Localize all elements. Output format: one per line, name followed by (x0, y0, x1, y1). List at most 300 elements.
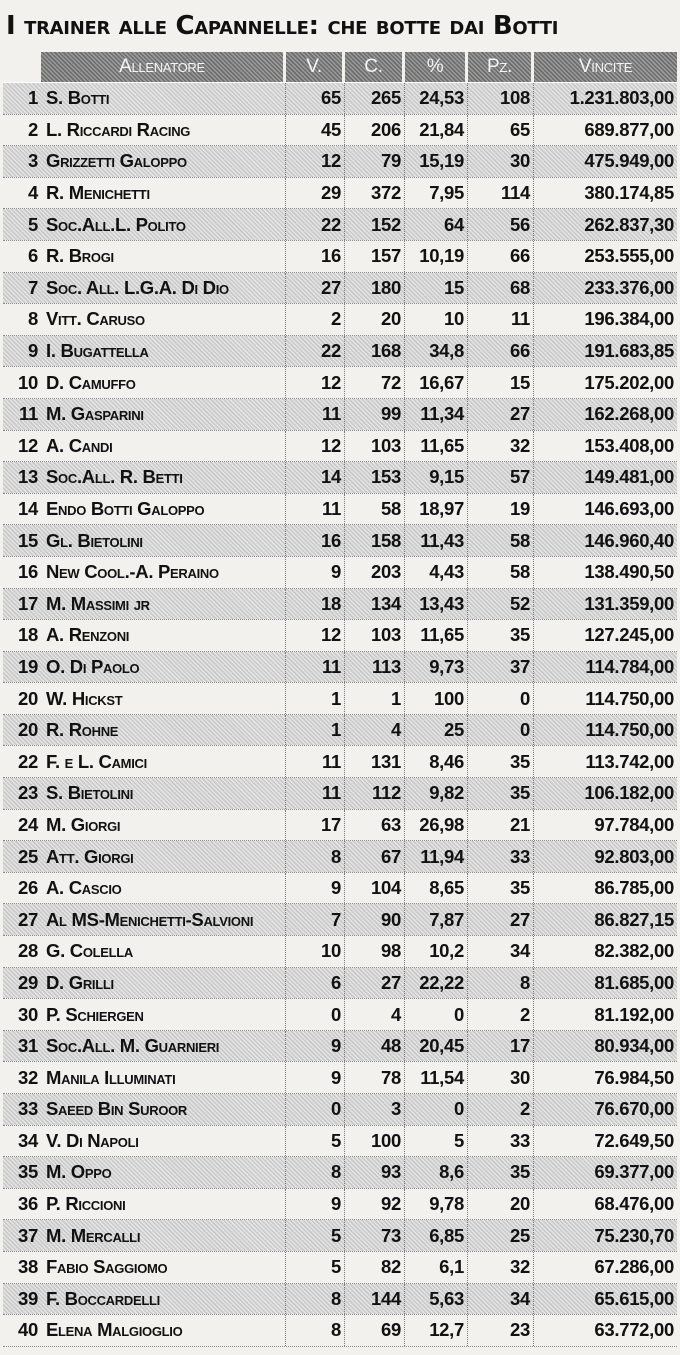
winnings-cell: 114.750,00 (585, 687, 674, 709)
runs-cell: 99 (345, 399, 405, 430)
percent-cell: 11,94 (405, 841, 468, 872)
trainer-cell: M. Mercalli (41, 1220, 286, 1251)
trainer-cell: A. Candi (41, 431, 286, 462)
percent-cell: 10 (405, 304, 468, 335)
runs-cell: 372 (345, 178, 405, 209)
table-row (3, 494, 677, 526)
percent-cell: 12,7 (405, 1315, 468, 1346)
trainer-cell: L. Riccardi Racing (41, 115, 286, 146)
table-row (3, 1126, 677, 1158)
winnings-cell: 114.784,00 (534, 652, 677, 683)
wins-cell: 29 (286, 178, 345, 209)
percent-cell: 15 (405, 273, 468, 304)
placed-cell: 108 (468, 83, 534, 114)
rank-cell: 28 (18, 940, 38, 962)
rank-cell: 19 (3, 652, 41, 683)
runs-cell: 265 (345, 83, 405, 114)
winnings-cell: 253.555,00 (584, 245, 674, 267)
table-row (3, 683, 677, 715)
placed-cell: 30 (468, 1062, 534, 1093)
winnings-cell: 380.174,85 (584, 182, 674, 204)
header-percent: % (405, 52, 468, 82)
placed-cell: 66 (468, 241, 534, 272)
winnings-cell: 106.182,00 (534, 778, 677, 809)
runs-cell: 27 (345, 968, 405, 999)
runs-cell: 206 (345, 115, 405, 146)
runs-cell: 58 (345, 494, 405, 525)
rank-cell: 7 (3, 273, 41, 304)
percent-cell: 21,84 (405, 115, 468, 146)
rank-cell: 34 (18, 1129, 38, 1151)
percent-cell: 6,85 (405, 1220, 468, 1251)
runs-cell: 131 (345, 746, 405, 777)
rank-cell: 16 (18, 561, 38, 583)
percent-cell: 11,65 (405, 620, 468, 651)
placed-cell: 0 (468, 715, 534, 746)
placed-cell: 19 (468, 494, 534, 525)
placed-cell: 33 (468, 1126, 534, 1157)
trainer-cell: Endo Botti Galoppo (41, 494, 286, 525)
trainer-cell: P. Riccioni (41, 1189, 286, 1220)
winnings-cell: 86.785,00 (594, 877, 674, 899)
rank-cell: 4 (28, 182, 38, 204)
wins-cell: 5 (286, 1252, 345, 1283)
wins-cell: 6 (286, 968, 345, 999)
trainer-cell: Soc.All.L. Polito (41, 209, 286, 240)
wins-cell: 8 (286, 1284, 345, 1315)
trainer-cell: G. Colella (41, 936, 286, 967)
placed-cell: 27 (468, 399, 534, 430)
table-row (3, 1284, 677, 1316)
trainer-cell: New Cool.-A. Peraino (41, 557, 286, 588)
percent-cell: 11,43 (405, 525, 468, 556)
placed-cell: 35 (468, 620, 534, 651)
table-row (3, 841, 677, 873)
rank-cell: 40 (18, 1319, 38, 1341)
trainer-cell: F. e L. Camici (41, 746, 286, 777)
percent-cell: 11,54 (405, 1062, 468, 1093)
table-row (3, 178, 677, 210)
runs-cell: 152 (345, 209, 405, 240)
winnings-cell: 75.230,70 (534, 1220, 677, 1251)
winnings-cell: 138.490,50 (584, 561, 674, 583)
wins-cell: 11 (286, 652, 345, 683)
wins-cell: 0 (286, 999, 345, 1030)
wins-cell: 12 (286, 367, 345, 398)
trainer-cell: M. Giorgi (41, 810, 286, 841)
table-row (3, 1189, 677, 1221)
wins-cell: 17 (286, 810, 345, 841)
trainer-cell: R. Menichetti (41, 178, 286, 209)
table-row (3, 1094, 677, 1126)
percent-cell: 22,22 (405, 968, 468, 999)
trainer-cell: F. Boccardelli (41, 1284, 286, 1315)
runs-cell: 90 (345, 904, 405, 935)
placed-cell: 25 (468, 1220, 534, 1251)
winnings-cell: 80.934,00 (534, 1031, 677, 1062)
wins-cell: 27 (286, 273, 345, 304)
placed-cell: 32 (468, 431, 534, 462)
header-winnings: Vincite (534, 52, 677, 82)
winnings-cell: 475.949,00 (534, 146, 677, 177)
winnings-cell: 97.784,00 (594, 813, 674, 835)
wins-cell: 12 (286, 620, 345, 651)
rank-cell: 10 (18, 371, 38, 393)
rank-cell: 22 (18, 750, 38, 772)
trainer-cell: Saeed Bin Suroor (41, 1094, 286, 1125)
percent-cell: 24,53 (405, 83, 468, 114)
winnings-cell: 76.984,50 (594, 1066, 674, 1088)
table-row (3, 968, 677, 1000)
placed-cell: 66 (468, 336, 534, 367)
rank-cell: 30 (18, 1003, 38, 1025)
rank-cell: 14 (18, 498, 38, 520)
trainer-ranking-table (3, 52, 677, 1347)
percent-cell: 9,82 (405, 778, 468, 809)
winnings-cell: 67.286,00 (594, 1256, 674, 1278)
wins-cell: 12 (286, 146, 345, 177)
table-header-row (3, 52, 677, 83)
wins-cell: 5 (286, 1220, 345, 1251)
percent-cell: 7,95 (405, 178, 468, 209)
table-row (3, 304, 677, 336)
percent-cell: 18,97 (405, 494, 468, 525)
wins-cell: 45 (286, 115, 345, 146)
rank-cell: 35 (3, 1157, 41, 1188)
placed-cell: 65 (468, 115, 534, 146)
wins-cell: 9 (286, 557, 345, 588)
rank-cell: 37 (3, 1220, 41, 1251)
percent-cell: 34,8 (405, 336, 468, 367)
placed-cell: 2 (468, 1094, 534, 1125)
rank-cell: 13 (3, 462, 41, 493)
percent-cell: 0 (405, 1094, 468, 1125)
table-row (3, 620, 677, 652)
rank-cell: 12 (18, 434, 38, 456)
header-runs: C. (345, 52, 405, 82)
placed-cell: 20 (468, 1189, 534, 1220)
placed-cell: 11 (468, 304, 534, 335)
table-row (3, 1031, 677, 1063)
table-row (3, 273, 677, 305)
runs-cell: 4 (345, 715, 405, 746)
percent-cell: 5 (405, 1126, 468, 1157)
winnings-cell: 175.202,00 (584, 371, 674, 393)
rank-cell: 36 (18, 1193, 38, 1215)
winnings-cell: 162.268,00 (534, 399, 677, 430)
rank-cell: 38 (18, 1256, 38, 1278)
placed-cell: 8 (468, 968, 534, 999)
runs-cell: 79 (345, 146, 405, 177)
winnings-cell: 68.476,00 (594, 1193, 674, 1215)
trainer-cell: I. Bugattella (41, 336, 286, 367)
table-row (3, 431, 677, 463)
runs-cell: 168 (345, 336, 405, 367)
runs-cell: 100 (345, 1126, 405, 1157)
percent-cell: 64 (405, 209, 468, 240)
winnings-cell: 69.377,00 (534, 1157, 677, 1188)
runs-cell: 113 (345, 652, 405, 683)
trainer-cell: Elena Malgioglio (41, 1315, 286, 1346)
rank-cell: 23 (3, 778, 41, 809)
trainer-cell: M. Massimi jr (41, 589, 286, 620)
winnings-cell: 65.615,00 (534, 1284, 677, 1315)
runs-cell: 203 (345, 557, 405, 588)
wins-cell: 11 (286, 399, 345, 430)
rank-cell: 25 (3, 841, 41, 872)
winnings-cell: 153.408,00 (584, 434, 674, 456)
wins-cell: 8 (286, 841, 345, 872)
trainer-cell: Gl. Bietolini (41, 525, 286, 556)
rank-cell: 17 (3, 589, 41, 620)
runs-cell: 73 (345, 1220, 405, 1251)
table-row (3, 241, 677, 273)
table-row (3, 336, 677, 368)
rank-cell: 33 (3, 1094, 41, 1125)
winnings-cell: 1.231.803,00 (534, 83, 677, 114)
table-row (3, 367, 677, 399)
rank-cell: 20 (18, 687, 38, 709)
rank-cell: 1 (3, 83, 41, 114)
placed-cell: 56 (468, 209, 534, 240)
wins-cell: 9 (286, 1189, 345, 1220)
trainer-cell: R. Brogi (41, 241, 286, 272)
percent-cell: 20,45 (405, 1031, 468, 1062)
trainer-cell: R. Rohne (41, 715, 286, 746)
table-row (3, 209, 677, 241)
table-row (3, 1157, 677, 1189)
percent-cell: 8,6 (405, 1157, 468, 1188)
rank-cell: 18 (18, 624, 38, 646)
percent-cell: 9,15 (405, 462, 468, 493)
runs-cell: 48 (345, 1031, 405, 1062)
runs-cell: 92 (345, 1189, 405, 1220)
percent-cell: 5,63 (405, 1284, 468, 1315)
placed-cell: 34 (468, 936, 534, 967)
runs-cell: 104 (345, 873, 405, 904)
placed-cell: 23 (468, 1315, 534, 1346)
rank-cell: 8 (28, 308, 38, 330)
percent-cell: 11,34 (405, 399, 468, 430)
rank-cell: 27 (3, 904, 41, 935)
table-body (3, 83, 677, 1347)
table-row (3, 936, 677, 968)
rank-cell: 6 (28, 245, 38, 267)
winnings-cell: 63.772,00 (594, 1319, 674, 1341)
trainer-cell: O. Di Paolo (41, 652, 286, 683)
table-row (3, 904, 677, 936)
wins-cell: 10 (286, 936, 345, 967)
table-row (3, 1062, 677, 1094)
wins-cell: 2 (286, 304, 345, 335)
placed-cell: 114 (468, 178, 534, 209)
winnings-cell: 146.693,00 (584, 498, 674, 520)
runs-cell: 103 (345, 620, 405, 651)
runs-cell: 144 (345, 1284, 405, 1315)
percent-cell: 4,43 (405, 557, 468, 588)
percent-cell: 9,73 (405, 652, 468, 683)
wins-cell: 9 (286, 1062, 345, 1093)
trainer-cell: Al MS-Menichetti-Salvioni (41, 904, 286, 935)
trainer-cell: Manila Illuminati (41, 1062, 286, 1093)
runs-cell: 3 (345, 1094, 405, 1125)
rank-cell: 2 (28, 118, 38, 140)
wins-cell: 1 (286, 683, 345, 714)
placed-cell: 57 (468, 462, 534, 493)
rank-cell: 11 (3, 399, 41, 430)
table-row (3, 999, 677, 1031)
runs-cell: 67 (345, 841, 405, 872)
table-row (3, 115, 677, 147)
runs-cell: 20 (345, 304, 405, 335)
trainer-cell: V. Di Napoli (41, 1126, 286, 1157)
table-row (3, 83, 677, 115)
trainer-cell: Vitt. Caruso (41, 304, 286, 335)
table-row (3, 778, 677, 810)
table-row (3, 525, 677, 557)
winnings-cell: 149.481,00 (534, 462, 677, 493)
placed-cell: 21 (468, 810, 534, 841)
wins-cell: 9 (286, 1031, 345, 1062)
rank-cell: 26 (18, 877, 38, 899)
runs-cell: 103 (345, 431, 405, 462)
placed-cell: 32 (468, 1252, 534, 1283)
winnings-cell: 81.192,00 (594, 1003, 674, 1025)
winnings-cell: 262.837,30 (534, 209, 677, 240)
winnings-cell: 146.960,40 (534, 525, 677, 556)
winnings-cell: 127.245,00 (584, 624, 674, 646)
placed-cell: 0 (468, 683, 534, 714)
trainer-cell: A. Renzoni (41, 620, 286, 651)
table-row (3, 557, 677, 589)
runs-cell: 63 (345, 810, 405, 841)
table-row (3, 715, 677, 747)
winnings-cell: 82.382,00 (594, 940, 674, 962)
runs-cell: 69 (345, 1315, 405, 1346)
table-row (3, 1220, 677, 1252)
table-row (3, 1315, 677, 1347)
winnings-cell: 76.670,00 (534, 1094, 677, 1125)
winnings-cell: 113.742,00 (585, 750, 674, 772)
header-rank (3, 52, 41, 82)
table-row (3, 462, 677, 494)
trainer-cell: Soc. All. L.G.A. Di Dio (41, 273, 286, 304)
winnings-cell: 81.685,00 (534, 968, 677, 999)
placed-cell: 2 (468, 999, 534, 1030)
placed-cell: 15 (468, 367, 534, 398)
percent-cell: 6,1 (405, 1252, 468, 1283)
trainer-cell: Soc.All. M. Guarnieri (41, 1031, 286, 1062)
percent-cell: 8,46 (405, 746, 468, 777)
wins-cell: 8 (286, 1157, 345, 1188)
trainer-cell: Grizzetti Galoppo (41, 146, 286, 177)
percent-cell: 13,43 (405, 589, 468, 620)
wins-cell: 65 (286, 83, 345, 114)
runs-cell: 82 (345, 1252, 405, 1283)
table-row (3, 873, 677, 905)
rank-cell: 39 (3, 1284, 41, 1315)
winnings-cell: 86.827,15 (534, 904, 677, 935)
trainer-cell: A. Cascio (41, 873, 286, 904)
trainer-cell: D. Camuffo (41, 367, 286, 398)
percent-cell: 10,2 (405, 936, 468, 967)
percent-cell: 9,78 (405, 1189, 468, 1220)
placed-cell: 30 (468, 146, 534, 177)
runs-cell: 78 (345, 1062, 405, 1093)
percent-cell: 11,65 (405, 431, 468, 462)
table-row (3, 399, 677, 431)
wins-cell: 11 (286, 746, 345, 777)
percent-cell: 15,19 (405, 146, 468, 177)
table-row (3, 589, 677, 621)
runs-cell: 134 (345, 589, 405, 620)
runs-cell: 93 (345, 1157, 405, 1188)
percent-cell: 0 (405, 999, 468, 1030)
winnings-cell: 689.877,00 (584, 118, 674, 140)
winnings-cell: 196.384,00 (584, 308, 674, 330)
trainer-cell: Soc.All. R. Betti (41, 462, 286, 493)
trainer-cell: M. Oppo (41, 1157, 286, 1188)
wins-cell: 11 (286, 778, 345, 809)
runs-cell: 153 (345, 462, 405, 493)
rank-cell: 5 (3, 209, 41, 240)
runs-cell: 1 (345, 683, 405, 714)
rank-cell: 20 (3, 715, 41, 746)
percent-cell: 8,65 (405, 873, 468, 904)
trainer-cell: D. Grilli (41, 968, 286, 999)
rank-cell: 3 (3, 146, 41, 177)
runs-cell: 112 (345, 778, 405, 809)
trainer-cell: S. Bietolini (41, 778, 286, 809)
wins-cell: 7 (286, 904, 345, 935)
rank-cell: 9 (3, 336, 41, 367)
runs-cell: 4 (345, 999, 405, 1030)
placed-cell: 35 (468, 778, 534, 809)
winnings-cell: 131.359,00 (534, 589, 677, 620)
rank-cell: 32 (18, 1066, 38, 1088)
winnings-cell: 114.750,00 (534, 715, 677, 746)
placed-cell: 17 (468, 1031, 534, 1062)
runs-cell: 157 (345, 241, 405, 272)
placed-cell: 34 (468, 1284, 534, 1315)
placed-cell: 33 (468, 841, 534, 872)
winnings-cell: 191.683,85 (534, 336, 677, 367)
rank-cell: 15 (3, 525, 41, 556)
trainer-cell: S. Botti (41, 83, 286, 114)
placed-cell: 68 (468, 273, 534, 304)
header-wins: V. (286, 52, 345, 82)
placed-cell: 58 (468, 525, 534, 556)
wins-cell: 14 (286, 462, 345, 493)
placed-cell: 35 (468, 873, 534, 904)
wins-cell: 1 (286, 715, 345, 746)
placed-cell: 27 (468, 904, 534, 935)
winnings-cell: 233.376,00 (534, 273, 677, 304)
wins-cell: 18 (286, 589, 345, 620)
header-trainer: Allenatore (41, 52, 286, 82)
article-title: I trainer alle Capannelle: che botte dai Botti (6, 11, 559, 41)
winnings-cell: 72.649,50 (594, 1129, 674, 1151)
percent-cell: 25 (405, 715, 468, 746)
runs-cell: 98 (345, 936, 405, 967)
placed-cell: 52 (468, 589, 534, 620)
wins-cell: 22 (286, 209, 345, 240)
table-row (3, 1252, 677, 1284)
rank-cell: 31 (3, 1031, 41, 1062)
table-row (3, 146, 677, 178)
wins-cell: 0 (286, 1094, 345, 1125)
placed-cell: 58 (468, 557, 534, 588)
